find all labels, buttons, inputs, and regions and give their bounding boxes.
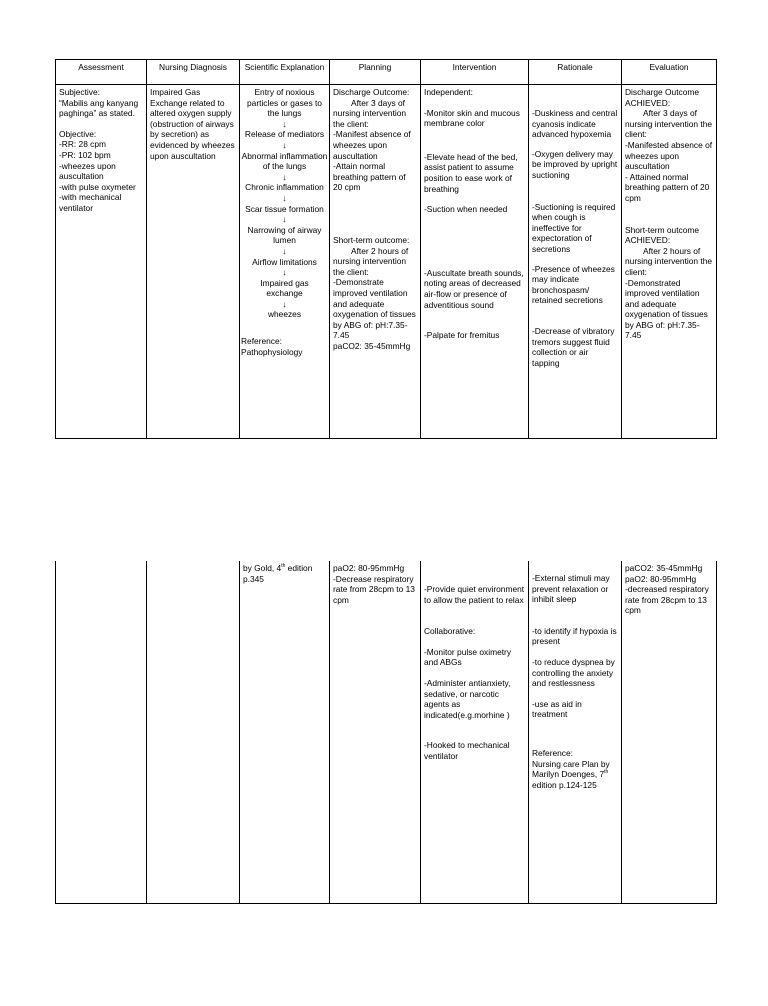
planning-item: paCO2: 35-45mmHg [333, 340, 411, 351]
objective-item: -with mechanical ventilator [59, 192, 124, 213]
objective-label: Objective: [59, 128, 97, 139]
rationale-item: -Duskiness and central cyanosis indicate advanced hypoxemia [532, 108, 620, 140]
reference-text: Pathophysiology [241, 346, 303, 357]
rationale-item: -use as aid in treatment [532, 698, 585, 720]
intervention-item: -Monitor skin and mucous membrane color [424, 107, 523, 129]
header-rationale: Rationale [529, 60, 622, 85]
header-planning: Planning [330, 60, 421, 85]
diagnosis-cell-continued [147, 561, 240, 904]
content-row [56, 85, 717, 439]
subjective-text: “Mabilis ang kanyang paghinga” as stated. [59, 97, 141, 119]
objective-item: -with pulse oxymeter [59, 181, 136, 192]
subjective-label: Subjective: [59, 87, 100, 97]
planning-cell-continued [330, 561, 421, 904]
reference-label: Reference: [241, 336, 282, 347]
header-nursing-diagnosis: Nursing Diagnosis [147, 60, 240, 85]
intervention-item: -Auscultate breath sounds, noting areas of decreased air-flow or presence of adventitious sound [424, 267, 526, 310]
evaluation-item: paO2: 80-95mmHg [625, 573, 697, 584]
flow-step: Chronic inflammation [245, 182, 324, 193]
down-arrow-icon: ↓ [282, 118, 287, 129]
reference-continued: by Gold, 4th edition p.345 [243, 563, 315, 584]
header-intervention: Intervention [421, 60, 529, 85]
rationale-item: -Oxygen delivery may be improved by upright suctioning [532, 148, 620, 180]
flow-step: wheezes [267, 309, 302, 320]
assessment-cell-continued [56, 561, 147, 904]
discharge-achieved-label: Discharge Outcome ACHIEVED: [625, 87, 701, 108]
short-term-achieved-text: After 2 hours of nursing intervention the client: [625, 245, 715, 277]
rationale-item: -Decrease of vibratory tremors suggest fluid collection or air tapping [532, 325, 617, 368]
evaluation-item: -decreased respiratory rate from 28cpm to 13 cpm [625, 584, 712, 616]
planning-item: -Manifest absence of wheezes upon auscultation [333, 129, 414, 161]
flow-step: Release of mediators [244, 129, 325, 140]
independent-label: Independent: [424, 87, 473, 97]
rationale-item: -Presence of wheezes may indicate bronchospasm/ retained secretions [532, 263, 618, 306]
header-assessment: Assessment [56, 60, 147, 85]
intervention-item: -Monitor pulse oximetry and ABGs [424, 646, 514, 668]
flow-step: Abnormal inflammation of the lungs [241, 150, 330, 172]
intervention-cell-continued [421, 561, 529, 904]
evaluation-cell-continued [622, 561, 717, 904]
down-arrow-icon: ↓ [282, 298, 287, 309]
flow-step: Scar tissue formation [245, 203, 324, 214]
evaluation-cell [622, 85, 717, 439]
rationale-item: -External stimuli may prevent relaxation or inhibit sleep [532, 573, 613, 605]
assessment-cell [56, 85, 147, 439]
evaluation-item: -Manifested absence of wheezes upon auscultation [625, 139, 715, 172]
rationale-item: -to identify if hypoxia is present [532, 625, 620, 647]
intervention-cell [421, 85, 529, 439]
objective-item: -wheezes upon auscultation [59, 160, 119, 182]
science-cell [240, 85, 330, 439]
down-arrow-icon: ↓ [282, 267, 287, 278]
flow-step: Entry of noxious particles or gases to the lungs [247, 87, 325, 119]
rationale-cell [529, 85, 622, 439]
evaluation-item: paCO2: 35-45mmHg [625, 563, 703, 573]
planning-item: -Decrease respiratory rate from 28cpm to 13 cpm [333, 573, 418, 605]
rationale-reference-label: Reference: [532, 747, 573, 758]
intervention-item: -Suction when needed [424, 204, 508, 215]
down-arrow-icon: ↓ [282, 245, 287, 256]
short-term-achieved-label: Short-term outcome ACHIEVED: [625, 224, 701, 246]
header-row [56, 60, 717, 85]
care-plan-table-bottom [55, 561, 717, 904]
short-term-outcome-text: After 2 hours of nursing intervention the client: [333, 245, 411, 277]
discharge-outcome-text: After 3 days of nursing intervention the client: [333, 97, 409, 129]
science-cell-continued [240, 561, 330, 904]
planning-cell [330, 85, 421, 439]
intervention-item: -Administer antianxiety, sedative, or narcotic agents as indicated(e.g.morhine ) [424, 677, 513, 720]
evaluation-item: - Attained normal breathing pattern of 20 cpm [625, 171, 712, 203]
care-plan-table-top [55, 59, 717, 439]
diagnosis-cell [147, 85, 240, 439]
down-arrow-icon: ↓ [282, 139, 287, 150]
content-row-continued [56, 561, 717, 904]
rationale-item: -Suctioning is required when cough is ineffective for expectoration of secretions [532, 201, 618, 254]
down-arrow-icon: ↓ [282, 171, 287, 182]
intervention-item: -Hooked to mechanical ventilator [424, 740, 512, 761]
intervention-item: -Provide quiet environment to allow the patient to relax [424, 584, 527, 605]
rationale-cell-continued [529, 561, 622, 904]
objective-item: -PR: 102 bpm [59, 149, 111, 160]
collaborative-label: Collaborative: [424, 626, 476, 637]
evaluation-item: -Demonstrated improved ventilation and adequate oxygenation of tissues by ABG of: pH:7.35-7.45 [625, 277, 711, 341]
planning-item: -Demonstrate improved ventilation and adequate oxygenation of tissues by ABG of: pH:7.35-7.45 [333, 277, 419, 341]
short-term-outcome-label: Short-term outcome: [333, 234, 410, 245]
header-evaluation: Evaluation [622, 60, 717, 85]
flow-step: Impaired gas exchange [260, 277, 312, 299]
intervention-item: -Elevate head of the bed, assist patient to assume position to ease work of breathing [424, 151, 520, 194]
discharge-achieved-text: After 3 days of nursing intervention the client: [625, 108, 715, 140]
rationale-item: -to reduce dyspnea by controlling the anxiety and restlessness [532, 656, 618, 689]
flow-step: Airflow limitations [252, 256, 317, 267]
down-arrow-icon: ↓ [282, 192, 287, 203]
down-arrow-icon: ↓ [282, 214, 287, 225]
rationale-reference-text: Nursing care Plan by Marilyn Doenges, 7th edition p.124-125 [532, 758, 613, 790]
discharge-outcome-label: Discharge Outcome: [333, 87, 410, 97]
flow-step: Narrowing of airway lumen [247, 224, 324, 246]
planning-item: paO2: 80-95mmHg [333, 563, 405, 573]
planning-item: -Attain normal breathing pattern of 20 cpm [333, 161, 408, 193]
header-scientific-explanation: Scientific Explanation [240, 60, 330, 85]
nursing-diagnosis-text: Impaired Gas Exchange related to altered oxygen supply (obstruction of airways by secretion) as evidenced by wheezes upon auscultation [150, 87, 238, 161]
intervention-item: -Palpate for fremitus [424, 330, 500, 341]
objective-item: -RR: 28 cpm [59, 139, 107, 150]
